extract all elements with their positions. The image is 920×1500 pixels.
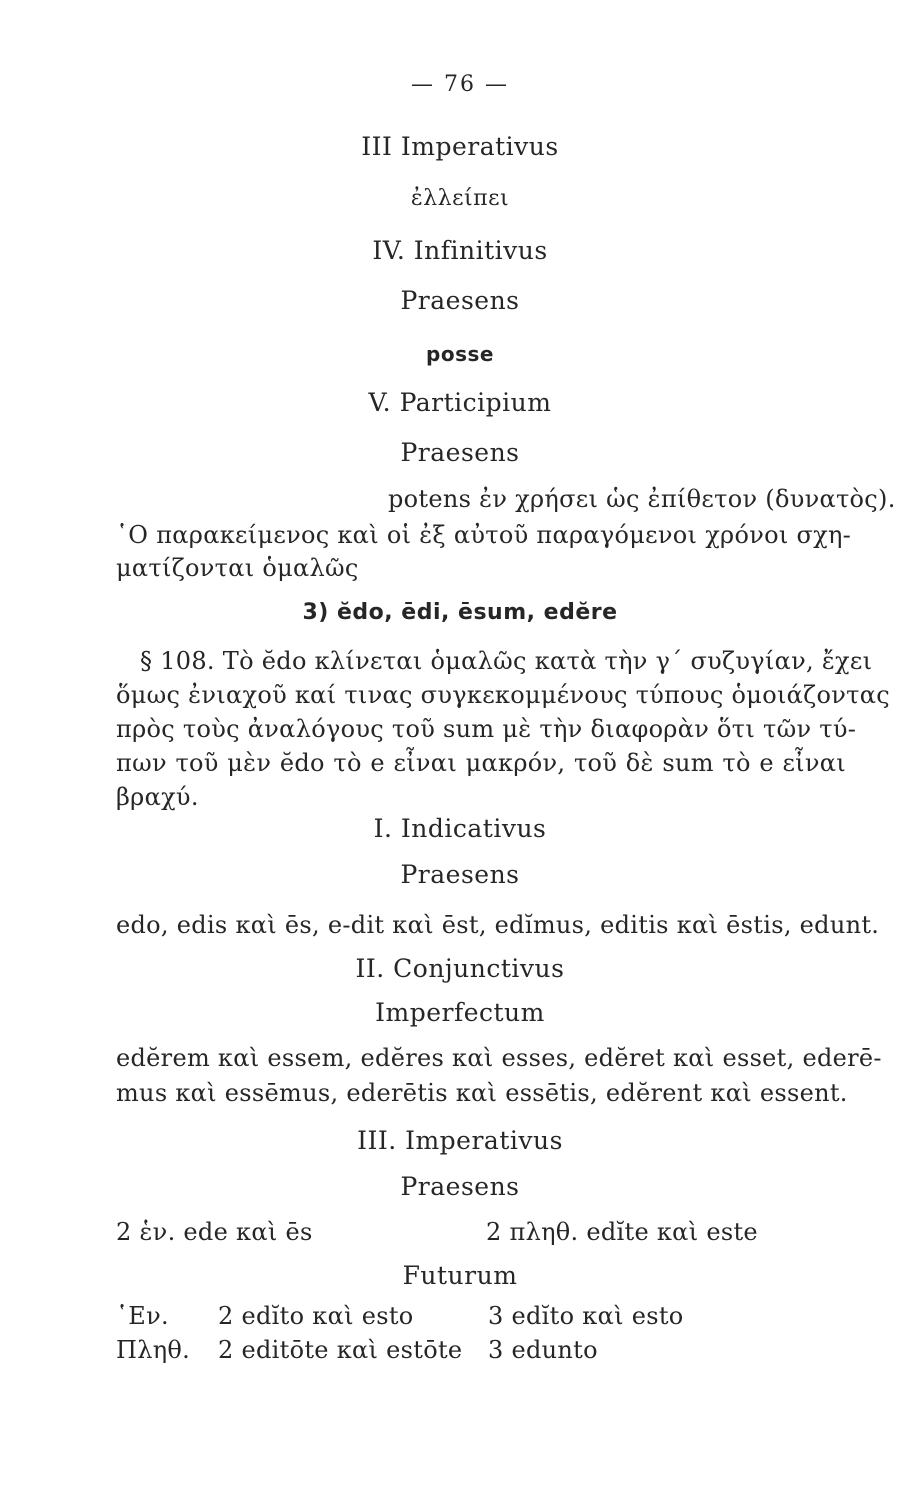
- sum-infinitivus-heading: IV. Infinitivus: [372, 236, 548, 265]
- edo-futurum-heading: Futurum: [402, 1261, 518, 1290]
- edo-heading: 3) ĕdo, ēdi, ēsum, edĕre: [302, 600, 618, 625]
- edo-conjunctivus-line: mus καὶ essēmus, ederētis καὶ essētis, edĕrent καὶ essent.: [116, 1079, 848, 1107]
- edo-indicativus-heading: I. Indicativus: [373, 814, 547, 843]
- futurum-number-label: ῾Εν.: [116, 1302, 169, 1330]
- sum-infinitivus-form: posse: [426, 342, 494, 366]
- sum-participium-heading: V. Participium: [368, 388, 552, 417]
- edo-conjunctivus-tense: Imperfectum: [375, 998, 545, 1027]
- edo-paragraph-line: ὅμως ἐνιαχοῦ καί τινας συγκεκομμένους τύπους ὁμοιάζοντας: [116, 681, 890, 709]
- futurum-third-person: 3 edunto: [488, 1336, 598, 1364]
- edo-indicativus-tense: Praesens: [400, 860, 520, 889]
- page-number: — 76 —: [411, 72, 509, 97]
- futurum-second-person: 2 editōte καὶ estōte: [218, 1336, 463, 1364]
- sum-note-line: ῾Ο παρακείμενος καὶ οἱ ἐξ αὐτοῦ παραγόμενοι χρόνοι σχη-: [116, 521, 852, 549]
- edo-conjunctivus-line: edĕrem καὶ essem, edĕres καὶ esses, edĕret καὶ esset, ederē-: [116, 1044, 882, 1072]
- sum-participium-tense: Praesens: [400, 438, 520, 467]
- edo-conjunctivus-heading: II. Conjunctivus: [355, 954, 565, 983]
- edo-imperativus-tense: Praesens: [400, 1172, 520, 1201]
- sum-imperativus-heading: III Imperativus: [361, 132, 559, 161]
- futurum-third-person: 3 edĭto καὶ esto: [488, 1302, 684, 1330]
- sum-note-line: ματίζονται ὁμαλῶς: [116, 554, 359, 582]
- sum-infinitivus-tense: Praesens: [400, 286, 520, 315]
- edo-imperativus-heading: III. Imperativus: [357, 1126, 563, 1155]
- edo-indicativus-line: edo, edis καὶ ēs, e-dit καὶ ēst, edĭmus, editis καὶ ēstis, edunt.: [116, 911, 880, 939]
- futurum-second-person: 2 edĭto καὶ esto: [218, 1302, 414, 1330]
- edo-imperativus-singular: 2 ἑν. ede καὶ ēs: [116, 1218, 313, 1246]
- sum-imperativus-form: ἐλλείπει: [410, 186, 510, 211]
- futurum-number-label: Πληθ.: [116, 1336, 191, 1364]
- edo-paragraph-line: πων τοῦ μὲν ĕdo τὸ e εἶναι μακρόν, τοῦ δὲ sum τὸ e εἶναι: [116, 749, 846, 777]
- edo-imperativus-plural: 2 πληθ. edĭte καὶ este: [486, 1218, 758, 1246]
- edo-paragraph-line: § 108. Τὸ ĕdo κλίνεται ὁμαλῶς κατὰ τὴν γ΄ συζυγίαν, ἔχει: [140, 647, 873, 675]
- edo-paragraph-line: πρὸς τοὺς ἀναλόγους τοῦ sum μὲ τὴν διαφορὰν ὅτι τῶν τύ-: [116, 715, 857, 743]
- edo-paragraph-line: βραχύ.: [116, 783, 199, 811]
- sum-participium-line: potens ἐν χρήσει ὡς ἐπίθετον (δυνατὸς).: [388, 485, 896, 513]
